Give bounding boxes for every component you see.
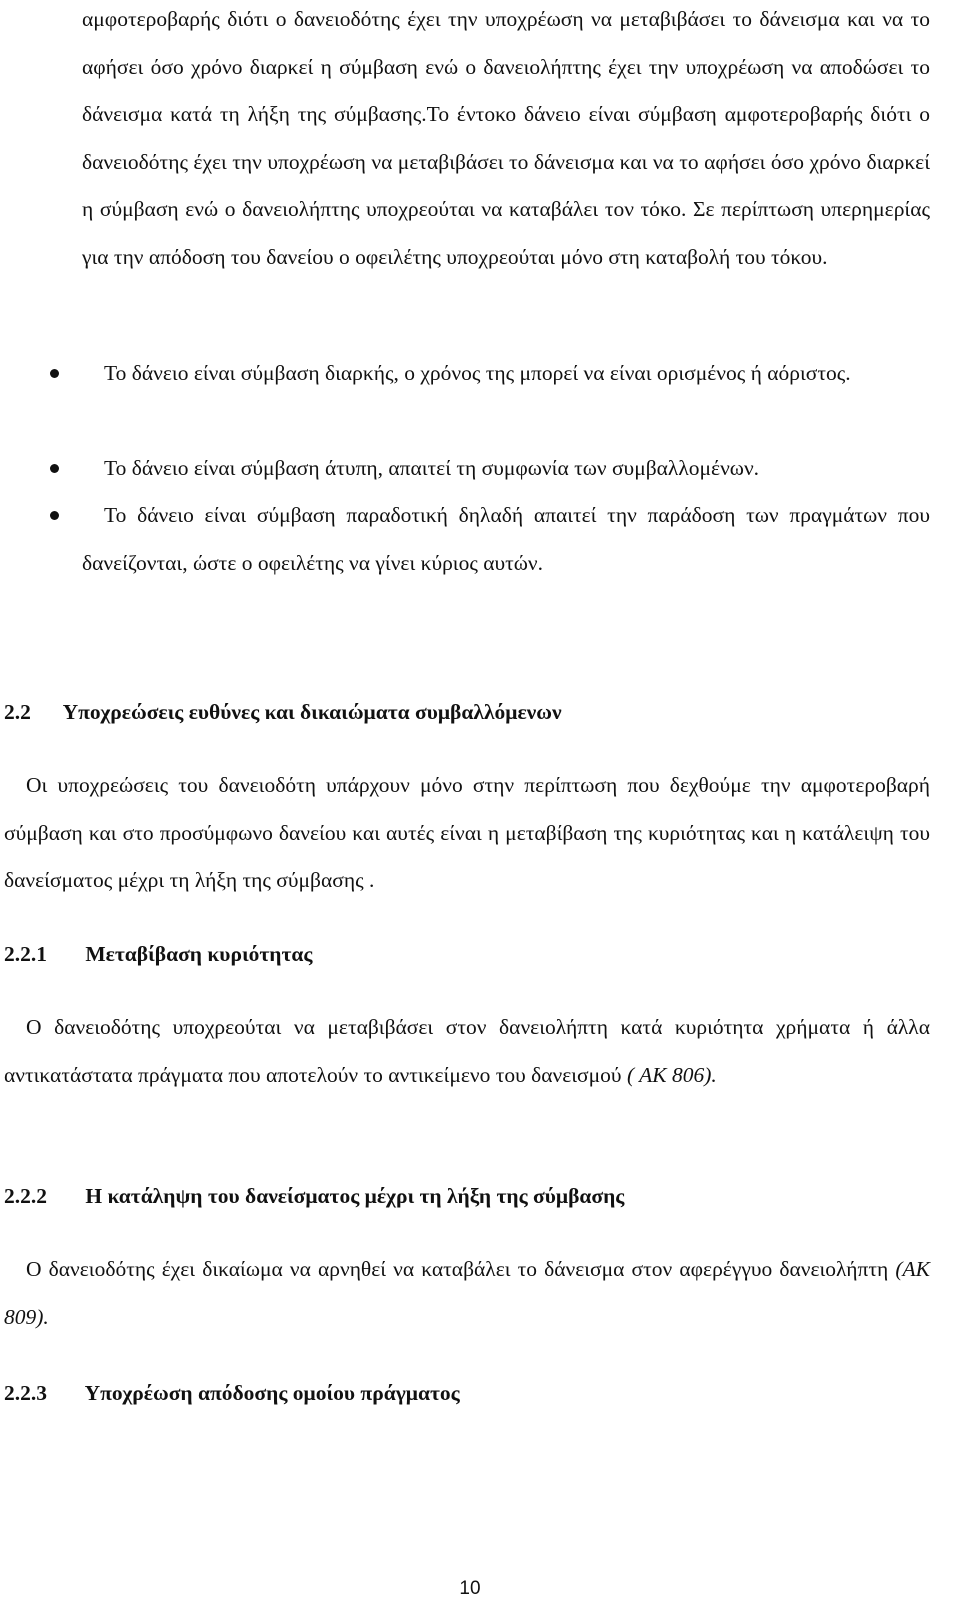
section-heading-2-2-1 (4, 939, 312, 969)
bullet-icon (50, 369, 59, 378)
section-title: Υποχρεώσεις ευθύνες και δικαιώματα συμβαλλόμενων (62, 700, 562, 724)
section-2-2-2-text (4, 1246, 930, 1341)
section-number: 2.2.3 (4, 1381, 47, 1405)
section-title: Η κατάληψη του δανείσματος μέχρι τη λήξη της σύμβασης (85, 1184, 625, 1208)
legal-citation: (ΑΚ 809). (4, 1257, 931, 1329)
section-number: 2.2 (4, 700, 31, 724)
bullet-item (82, 350, 930, 398)
bullet-icon (50, 511, 59, 520)
section-2-2-1-text (4, 1004, 930, 1099)
bullet-text: Το δάνειο είναι σύμβαση διαρκής, ο χρόνος της μπορεί να είναι ορισμένος ή αόριστος. (104, 361, 851, 385)
section-title: Υποχρέωση απόδοσης ομοίου πράγματος (84, 1381, 460, 1405)
legal-citation: ( ΑΚ 806). (626, 1062, 717, 1087)
section-2-2-text: Οι υποχρεώσεις του δανειοδότη υπάρχουν μόνο στην περίπτωση που δεχθούμε την αμφοτεροβαρή σύμβαση και στο προσύμφωνο δανείου και αυτές είναι η μεταβίβαση της κυριότητας και η κατάλειψη του δανείσματος μέχρι τη λήξη της σύμβασης . (4, 773, 930, 892)
bullet-item (82, 445, 930, 493)
section-title: Μεταβίβαση κυριότητας (85, 942, 313, 966)
paragraph-text: Ο δανειοδότης έχει δικαίωμα να αρνηθεί να καταβάλει το δάνεισμα στον αφερέγγυο δανειολήπτη (26, 1257, 889, 1281)
section-heading-2-2-2 (4, 1181, 624, 1211)
bullet-text: Το δάνειο είναι σύμβαση άτυπη, απαιτεί τη συμφωνία των συμβαλλομένων. (104, 456, 760, 480)
bullet-icon (50, 464, 59, 473)
page-number: 10 (459, 1578, 481, 1599)
section-heading-2-2-3 (4, 1378, 460, 1408)
section-heading-2-2 (4, 697, 562, 727)
bullet-item (82, 492, 930, 587)
bullet-text: Το δάνειο είναι σύμβαση παραδοτική δηλαδή απαιτεί την παράδοση των πραγμάτων που δανείζονται, ώστε ο οφειλέτης να γίνει κύριος αυτών. (82, 503, 930, 575)
section-number: 2.2.2 (4, 1184, 47, 1208)
intro-paragraph: αμφοτεροβαρής διότι ο δανειοδότης έχει την υποχρέωση να μεταβιβάσει το δάνεισμα και να το αφήσει όσο χρόνο διαρκεί η σύμβαση ενώ ο δανειολήπτης έχει την υποχρέωση να αποδώσει το δάνεισμα κατά τη λήξη της σύμβασης.Το έντοκο δάνειο είναι σύμβαση αμφοτεροβαρής διότι ο δανειοδότης έχει την υποχρέωση να μεταβιβάσει το δάνεισμα και να το αφήσει όσο χρόνο διαρκεί η σύμβαση ενώ ο δανειολήπτης υποχρεούται να καταβάλει τον τόκο. Σε περίπτωση υπερημερίας για την απόδοση του δανείου ο οφειλέτης υποχρεούται μόνο στη καταβολή του τόκου. (82, 7, 930, 269)
section-number: 2.2.1 (4, 942, 47, 966)
paragraph-text: Ο δανειοδότης υποχρεούται να μεταβιβάσει στον δανειολήπτη κατά κυριότητα χρήματα ή άλλα αντικατάστατα πράγματα που αποτελούν το αντικείμενο του δανεισμού (4, 1015, 930, 1087)
